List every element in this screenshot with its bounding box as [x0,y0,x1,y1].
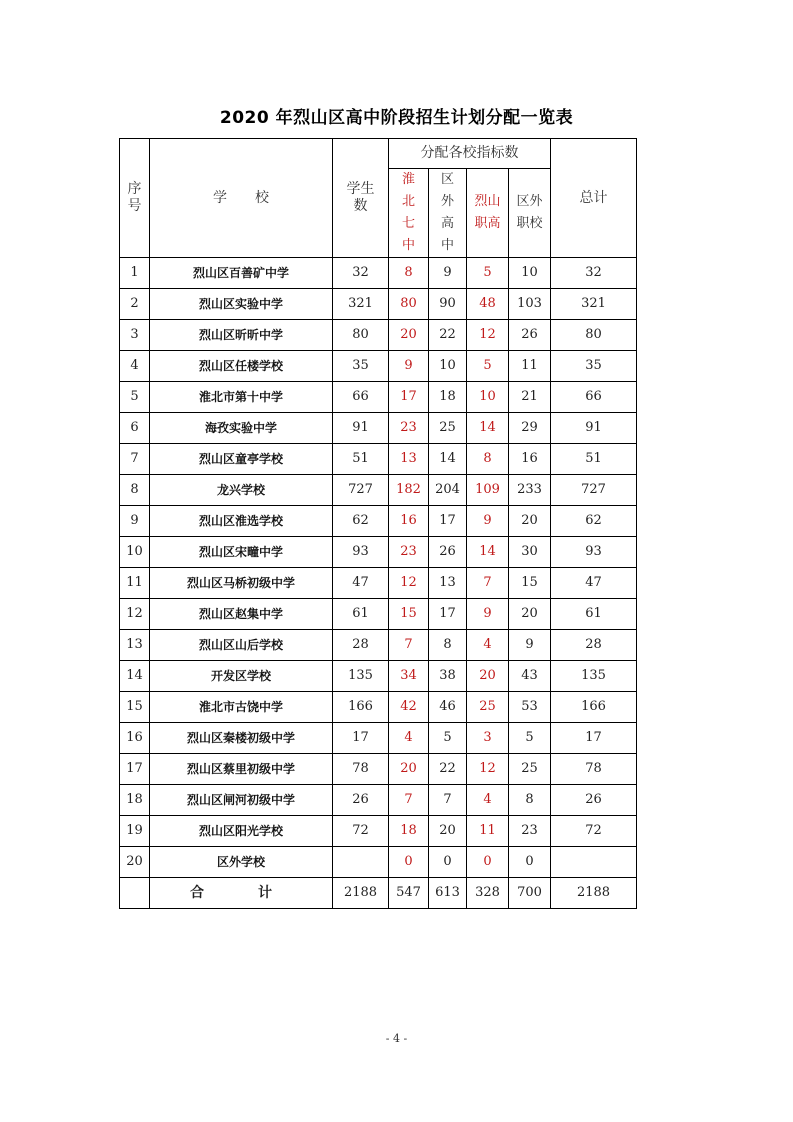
table-row [120,351,637,382]
page-title: 2020 年烈山区高中阶段招生计划分配一览表 [219,108,574,128]
row-total: 35 [551,351,637,382]
row-huaibei7: 7 [389,630,429,661]
totals-row [120,878,637,909]
row-outside-vocational: 0 [509,847,551,878]
row-seq: 13 [120,630,150,661]
row-huaibei7: 9 [389,351,429,382]
table-row [120,320,637,351]
row-lieshan-vocational: 7 [467,568,509,599]
row-students: 78 [333,754,389,785]
row-huaibei7: 8 [389,258,429,289]
row-lieshan-vocational: 9 [467,506,509,537]
row-school: 烈山区昕昕中学 [150,320,333,351]
row-seq: 2 [120,289,150,320]
table-row [120,661,637,692]
row-students: 91 [333,413,389,444]
row-students: 72 [333,816,389,847]
row-huaibei7: 0 [389,847,429,878]
table-row [120,630,637,661]
header-total: 总计 [551,139,637,258]
row-school: 海孜实验中学 [150,413,333,444]
header-outside-vocational: 区外职校 [509,169,551,258]
row-total: 727 [551,475,637,506]
row-huaibei7: 13 [389,444,429,475]
header-seq: 序号 [120,139,150,258]
table-row [120,413,637,444]
row-outside-high: 10 [429,351,467,382]
row-school: 烈山区淮选学校 [150,506,333,537]
table-row [120,785,637,816]
row-lieshan-vocational: 3 [467,723,509,754]
row-outside-vocational: 43 [509,661,551,692]
row-seq: 4 [120,351,150,382]
row-students: 32 [333,258,389,289]
row-outside-high: 20 [429,816,467,847]
row-outside-high: 46 [429,692,467,723]
row-lieshan-vocational: 4 [467,630,509,661]
header-students: 学生数 [333,139,389,258]
row-outside-high: 18 [429,382,467,413]
row-lieshan-vocational: 10 [467,382,509,413]
row-seq: 15 [120,692,150,723]
row-lieshan-vocational: 5 [467,258,509,289]
row-outside-vocational: 26 [509,320,551,351]
row-outside-vocational: 8 [509,785,551,816]
row-school: 淮北市第十中学 [150,382,333,413]
row-huaibei7: 4 [389,723,429,754]
row-students: 135 [333,661,389,692]
row-outside-vocational: 53 [509,692,551,723]
row-students: 35 [333,351,389,382]
totals-label: 合 计 [150,878,333,909]
totals-seq [120,878,150,909]
row-seq: 6 [120,413,150,444]
row-lieshan-vocational: 14 [467,537,509,568]
row-total: 80 [551,320,637,351]
row-seq: 10 [120,537,150,568]
totals-outside-vocational: 700 [509,878,551,909]
row-total [551,847,637,878]
row-seq: 19 [120,816,150,847]
row-outside-high: 13 [429,568,467,599]
row-lieshan-vocational: 8 [467,444,509,475]
row-outside-high: 17 [429,506,467,537]
table-row [120,723,637,754]
row-students [333,847,389,878]
totals-students: 2188 [333,878,389,909]
row-lieshan-vocational: 20 [467,661,509,692]
row-huaibei7: 20 [389,754,429,785]
row-huaibei7: 34 [389,661,429,692]
row-seq: 8 [120,475,150,506]
table-row [120,382,637,413]
row-students: 80 [333,320,389,351]
row-lieshan-vocational: 11 [467,816,509,847]
row-outside-vocational: 25 [509,754,551,785]
row-students: 93 [333,537,389,568]
row-total: 28 [551,630,637,661]
row-outside-high: 26 [429,537,467,568]
row-total: 26 [551,785,637,816]
row-outside-vocational: 10 [509,258,551,289]
row-students: 51 [333,444,389,475]
row-lieshan-vocational: 5 [467,351,509,382]
row-total: 62 [551,506,637,537]
row-school: 烈山区秦楼初级中学 [150,723,333,754]
row-school: 烈山区闸河初级中学 [150,785,333,816]
row-school: 烈山区山后学校 [150,630,333,661]
row-school: 龙兴学校 [150,475,333,506]
table-row [120,692,637,723]
header-allocation-group: 分配各校指标数 [389,139,551,169]
row-seq: 12 [120,599,150,630]
row-outside-vocational: 16 [509,444,551,475]
row-huaibei7: 15 [389,599,429,630]
row-students: 61 [333,599,389,630]
row-seq: 5 [120,382,150,413]
row-outside-high: 9 [429,258,467,289]
row-outside-high: 7 [429,785,467,816]
row-outside-high: 17 [429,599,467,630]
allocation-table [119,138,637,909]
row-total: 17 [551,723,637,754]
row-school: 淮北市古饶中学 [150,692,333,723]
table-row [120,816,637,847]
row-outside-vocational: 21 [509,382,551,413]
row-outside-high: 5 [429,723,467,754]
header-lieshan-vocational: 烈山职高 [467,169,509,258]
row-total: 32 [551,258,637,289]
row-outside-high: 22 [429,320,467,351]
page-number: - 4 - [385,1032,408,1045]
row-huaibei7: 17 [389,382,429,413]
row-total: 78 [551,754,637,785]
row-school: 烈山区阳光学校 [150,816,333,847]
row-seq: 18 [120,785,150,816]
row-huaibei7: 12 [389,568,429,599]
row-school: 烈山区宋疃中学 [150,537,333,568]
row-outside-vocational: 20 [509,599,551,630]
row-lieshan-vocational: 14 [467,413,509,444]
row-seq: 7 [120,444,150,475]
row-outside-vocational: 11 [509,351,551,382]
row-lieshan-vocational: 9 [467,599,509,630]
row-seq: 11 [120,568,150,599]
row-outside-vocational: 233 [509,475,551,506]
totals-total: 2188 [551,878,637,909]
table-row [120,537,637,568]
row-seq: 16 [120,723,150,754]
row-total: 51 [551,444,637,475]
header-school: 学 校 [150,139,333,258]
row-students: 26 [333,785,389,816]
row-lieshan-vocational: 12 [467,320,509,351]
row-students: 727 [333,475,389,506]
row-lieshan-vocational: 12 [467,754,509,785]
row-huaibei7: 80 [389,289,429,320]
header-huaibei7: 淮北七中 [389,169,429,258]
row-outside-high: 25 [429,413,467,444]
totals-huaibei7: 547 [389,878,429,909]
row-huaibei7: 23 [389,537,429,568]
row-outside-high: 0 [429,847,467,878]
row-outside-vocational: 5 [509,723,551,754]
row-outside-vocational: 30 [509,537,551,568]
row-huaibei7: 18 [389,816,429,847]
row-outside-vocational: 20 [509,506,551,537]
table-row [120,754,637,785]
row-total: 321 [551,289,637,320]
row-total: 91 [551,413,637,444]
row-lieshan-vocational: 0 [467,847,509,878]
table-row [120,444,637,475]
row-total: 135 [551,661,637,692]
table-row [120,258,637,289]
table-row [120,506,637,537]
row-total: 47 [551,568,637,599]
row-total: 166 [551,692,637,723]
row-school: 区外学校 [150,847,333,878]
row-seq: 9 [120,506,150,537]
row-outside-vocational: 29 [509,413,551,444]
row-huaibei7: 23 [389,413,429,444]
row-huaibei7: 42 [389,692,429,723]
row-huaibei7: 16 [389,506,429,537]
row-lieshan-vocational: 48 [467,289,509,320]
totals-outside-high: 613 [429,878,467,909]
row-students: 66 [333,382,389,413]
row-students: 17 [333,723,389,754]
row-outside-vocational: 9 [509,630,551,661]
row-huaibei7: 182 [389,475,429,506]
row-total: 72 [551,816,637,847]
row-outside-high: 8 [429,630,467,661]
table-row [120,847,637,878]
row-outside-high: 38 [429,661,467,692]
table-row [120,289,637,320]
row-outside-high: 14 [429,444,467,475]
table-row [120,475,637,506]
row-school: 烈山区马桥初级中学 [150,568,333,599]
row-outside-high: 90 [429,289,467,320]
row-outside-vocational: 15 [509,568,551,599]
row-huaibei7: 20 [389,320,429,351]
row-seq: 20 [120,847,150,878]
row-seq: 1 [120,258,150,289]
row-outside-vocational: 103 [509,289,551,320]
header-outside-high: 区外高中 [429,169,467,258]
row-outside-high: 22 [429,754,467,785]
row-school: 烈山区实验中学 [150,289,333,320]
row-seq: 14 [120,661,150,692]
row-lieshan-vocational: 109 [467,475,509,506]
row-school: 烈山区赵集中学 [150,599,333,630]
row-total: 93 [551,537,637,568]
row-outside-high: 204 [429,475,467,506]
row-school: 烈山区百善矿中学 [150,258,333,289]
row-huaibei7: 7 [389,785,429,816]
row-total: 66 [551,382,637,413]
row-students: 166 [333,692,389,723]
row-school: 烈山区蔡里初级中学 [150,754,333,785]
row-school: 烈山区童亭学校 [150,444,333,475]
table-row [120,599,637,630]
row-total: 61 [551,599,637,630]
row-outside-vocational: 23 [509,816,551,847]
row-lieshan-vocational: 25 [467,692,509,723]
row-school: 烈山区任楼学校 [150,351,333,382]
totals-lieshan-vocational: 328 [467,878,509,909]
row-seq: 17 [120,754,150,785]
row-students: 62 [333,506,389,537]
row-students: 28 [333,630,389,661]
row-school: 开发区学校 [150,661,333,692]
row-seq: 3 [120,320,150,351]
row-students: 47 [333,568,389,599]
table-row [120,568,637,599]
row-students: 321 [333,289,389,320]
row-lieshan-vocational: 4 [467,785,509,816]
